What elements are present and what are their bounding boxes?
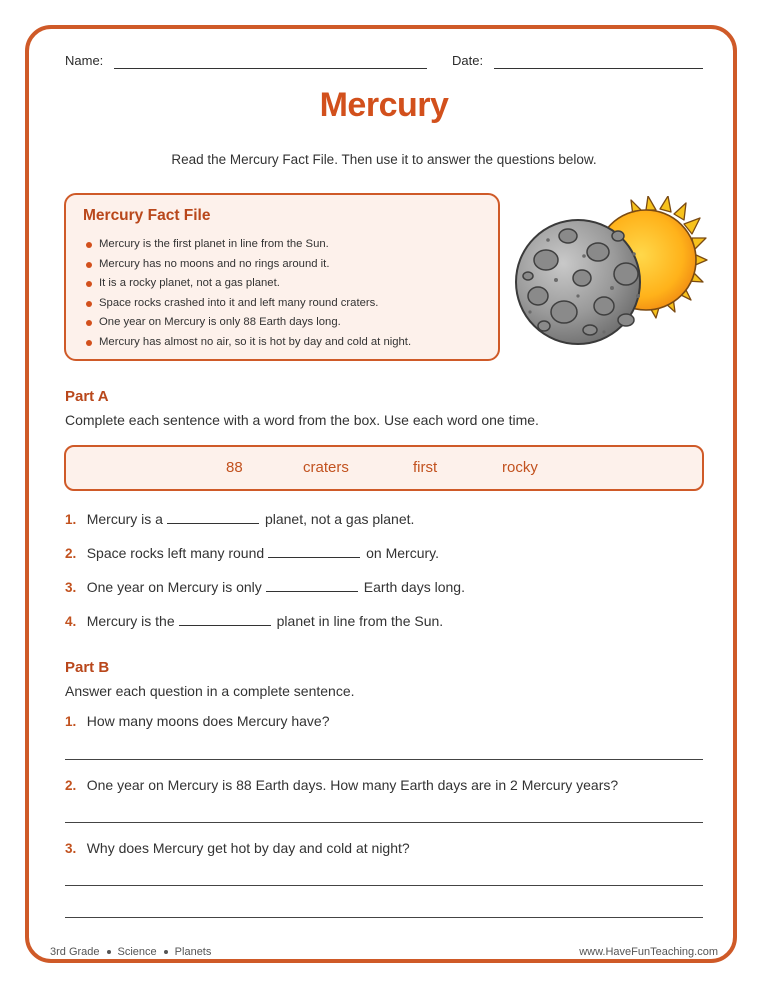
footer-grade: 3rd Grade bbox=[50, 946, 100, 958]
word-bank bbox=[64, 445, 704, 491]
bullet-icon bbox=[86, 301, 92, 307]
fact-item: It is a rocky planet, not a gas planet. bbox=[83, 274, 411, 294]
part-b-question bbox=[65, 777, 618, 795]
fact-item: Mercury has almost no air, so it is hot by day and cold at night. bbox=[83, 333, 411, 353]
fact-file-box bbox=[64, 193, 500, 361]
fact-item: Mercury has no moons and no rings around it. bbox=[83, 255, 411, 275]
word-bank-item: 88 bbox=[226, 459, 243, 476]
part-a-instructions: Complete each sentence with a word from the box. Use each word one time. bbox=[65, 412, 539, 428]
bullet-icon bbox=[86, 242, 92, 248]
question-number: 4. bbox=[65, 614, 77, 629]
answer-blank[interactable] bbox=[179, 613, 271, 626]
question-text: planet, not a gas planet. bbox=[264, 511, 415, 527]
question-text: One year on Mercury is only bbox=[86, 579, 262, 595]
part-b-question bbox=[65, 713, 330, 731]
question-text: Mercury is a bbox=[86, 511, 163, 527]
question-text: Earth days long. bbox=[363, 579, 465, 595]
word-bank-item: rocky bbox=[502, 459, 538, 476]
question-number: 1. bbox=[65, 714, 77, 729]
question-text: Space rocks left many round bbox=[86, 545, 265, 561]
question-number: 2. bbox=[65, 778, 77, 793]
answer-line[interactable] bbox=[65, 759, 703, 760]
date-label: Date: bbox=[452, 53, 484, 68]
bullet-icon bbox=[86, 281, 92, 287]
part-a-question bbox=[65, 579, 465, 597]
bullet-icon bbox=[86, 340, 92, 346]
part-b-question bbox=[65, 840, 410, 858]
part-b-heading: Part B bbox=[65, 659, 110, 676]
name-field[interactable] bbox=[114, 68, 427, 69]
fact-item: Mercury is the first planet in line from the Sun. bbox=[83, 235, 411, 255]
fact-file-title: Mercury Fact File bbox=[83, 207, 211, 224]
word-bank-item: first bbox=[413, 459, 438, 476]
answer-blank[interactable] bbox=[167, 511, 259, 524]
fact-item: Space rocks crashed into it and left many round craters. bbox=[83, 294, 411, 314]
bullet-icon bbox=[86, 320, 92, 326]
answer-blank[interactable] bbox=[268, 545, 360, 558]
answer-line[interactable] bbox=[65, 885, 703, 886]
question-text: Why does Mercury get hot by day and cold at night? bbox=[86, 840, 410, 856]
intro-text: Read the Mercury Fact File. Then use it to answer the questions below. bbox=[171, 152, 597, 167]
question-text: One year on Mercury is 88 Earth days. How many Earth days are in 2 Mercury years? bbox=[86, 777, 619, 793]
answer-blank[interactable] bbox=[266, 579, 358, 592]
part-a-heading: Part A bbox=[65, 388, 109, 405]
question-number: 1. bbox=[65, 512, 77, 527]
answer-line[interactable] bbox=[65, 917, 703, 918]
part-a-question bbox=[65, 613, 443, 631]
question-text: planet in line from the Sun. bbox=[276, 613, 444, 629]
bullet-icon bbox=[86, 262, 92, 268]
question-text: on Mercury. bbox=[366, 545, 440, 561]
footer-website[interactable]: www.HaveFunTeaching.com bbox=[579, 946, 718, 958]
part-a-question bbox=[65, 545, 439, 563]
word-bank-item: craters bbox=[303, 459, 349, 476]
question-number: 3. bbox=[65, 580, 77, 595]
footer-topic: Planets bbox=[174, 946, 212, 958]
question-number: 3. bbox=[65, 841, 77, 856]
footer-breadcrumb bbox=[50, 946, 211, 958]
page-title: Mercury bbox=[319, 86, 449, 124]
fact-item: One year on Mercury is only 88 Earth days long. bbox=[83, 313, 411, 333]
question-number: 2. bbox=[65, 546, 77, 561]
part-a-question bbox=[65, 511, 414, 529]
answer-line[interactable] bbox=[65, 822, 703, 823]
question-text: How many moons does Mercury have? bbox=[86, 713, 330, 729]
date-field[interactable] bbox=[494, 68, 703, 69]
separator-dot-icon bbox=[164, 950, 168, 954]
part-b-instructions: Answer each question in a complete sentence. bbox=[65, 683, 355, 699]
separator-dot-icon bbox=[107, 950, 111, 954]
question-text: Mercury is the bbox=[86, 613, 175, 629]
name-label: Name: bbox=[65, 53, 104, 68]
footer-subject: Science bbox=[117, 946, 157, 958]
fact-list bbox=[83, 235, 411, 353]
mercury-and-sun-illustration bbox=[508, 196, 708, 366]
